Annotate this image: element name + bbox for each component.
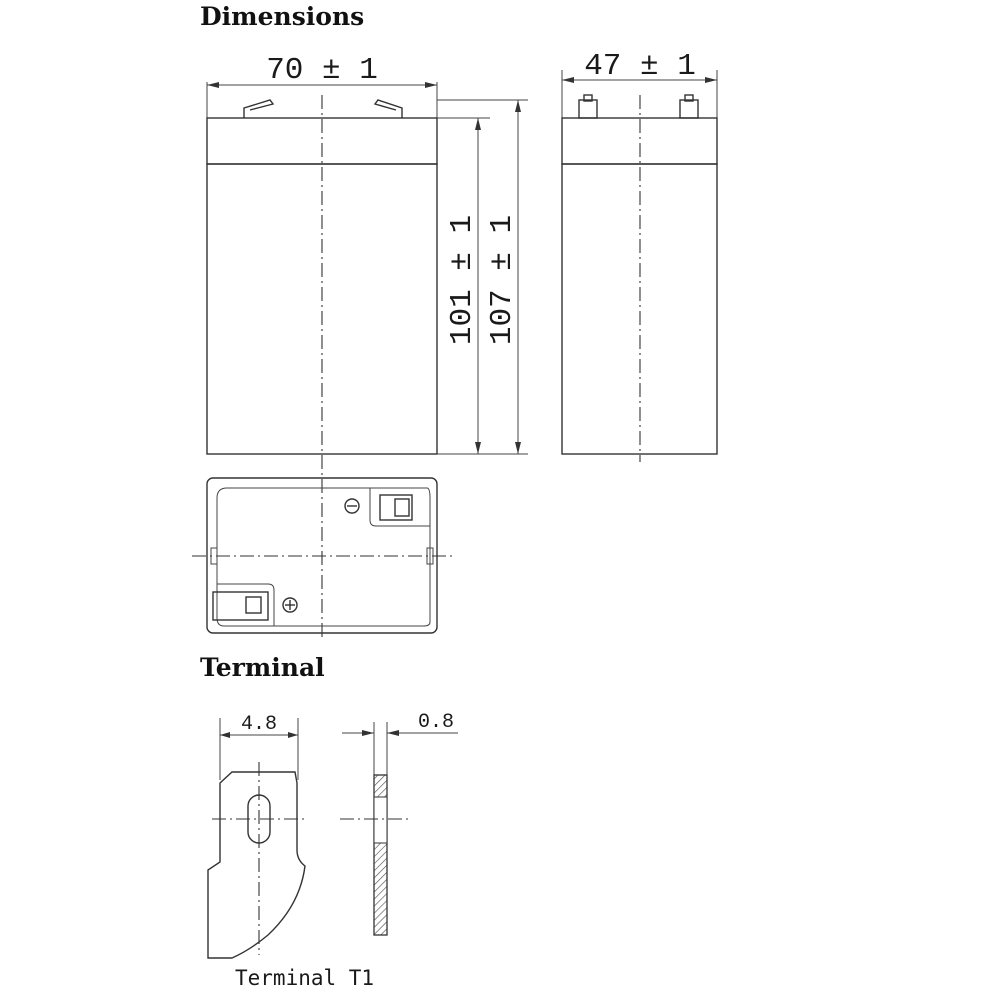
side-width-label: 47 ± 1 [584, 49, 696, 84]
front-width-label: 70 ± 1 [266, 53, 378, 88]
side-view [562, 49, 717, 462]
tab-thickness-label: 0.8 [417, 711, 455, 734]
dimensions-heading: Dimensions [200, 2, 365, 31]
tab-width-label: 4.8 [240, 713, 278, 736]
terminal-side-view [340, 711, 458, 935]
terminal-front-view [208, 713, 308, 958]
total-height-label: 107 ± 1 [485, 214, 520, 346]
front-view [207, 53, 528, 640]
terminal-caption: Terminal T1 [235, 966, 375, 990]
terminal-heading: Terminal [200, 653, 325, 682]
container-height-label: 101 ± 1 [445, 214, 480, 346]
